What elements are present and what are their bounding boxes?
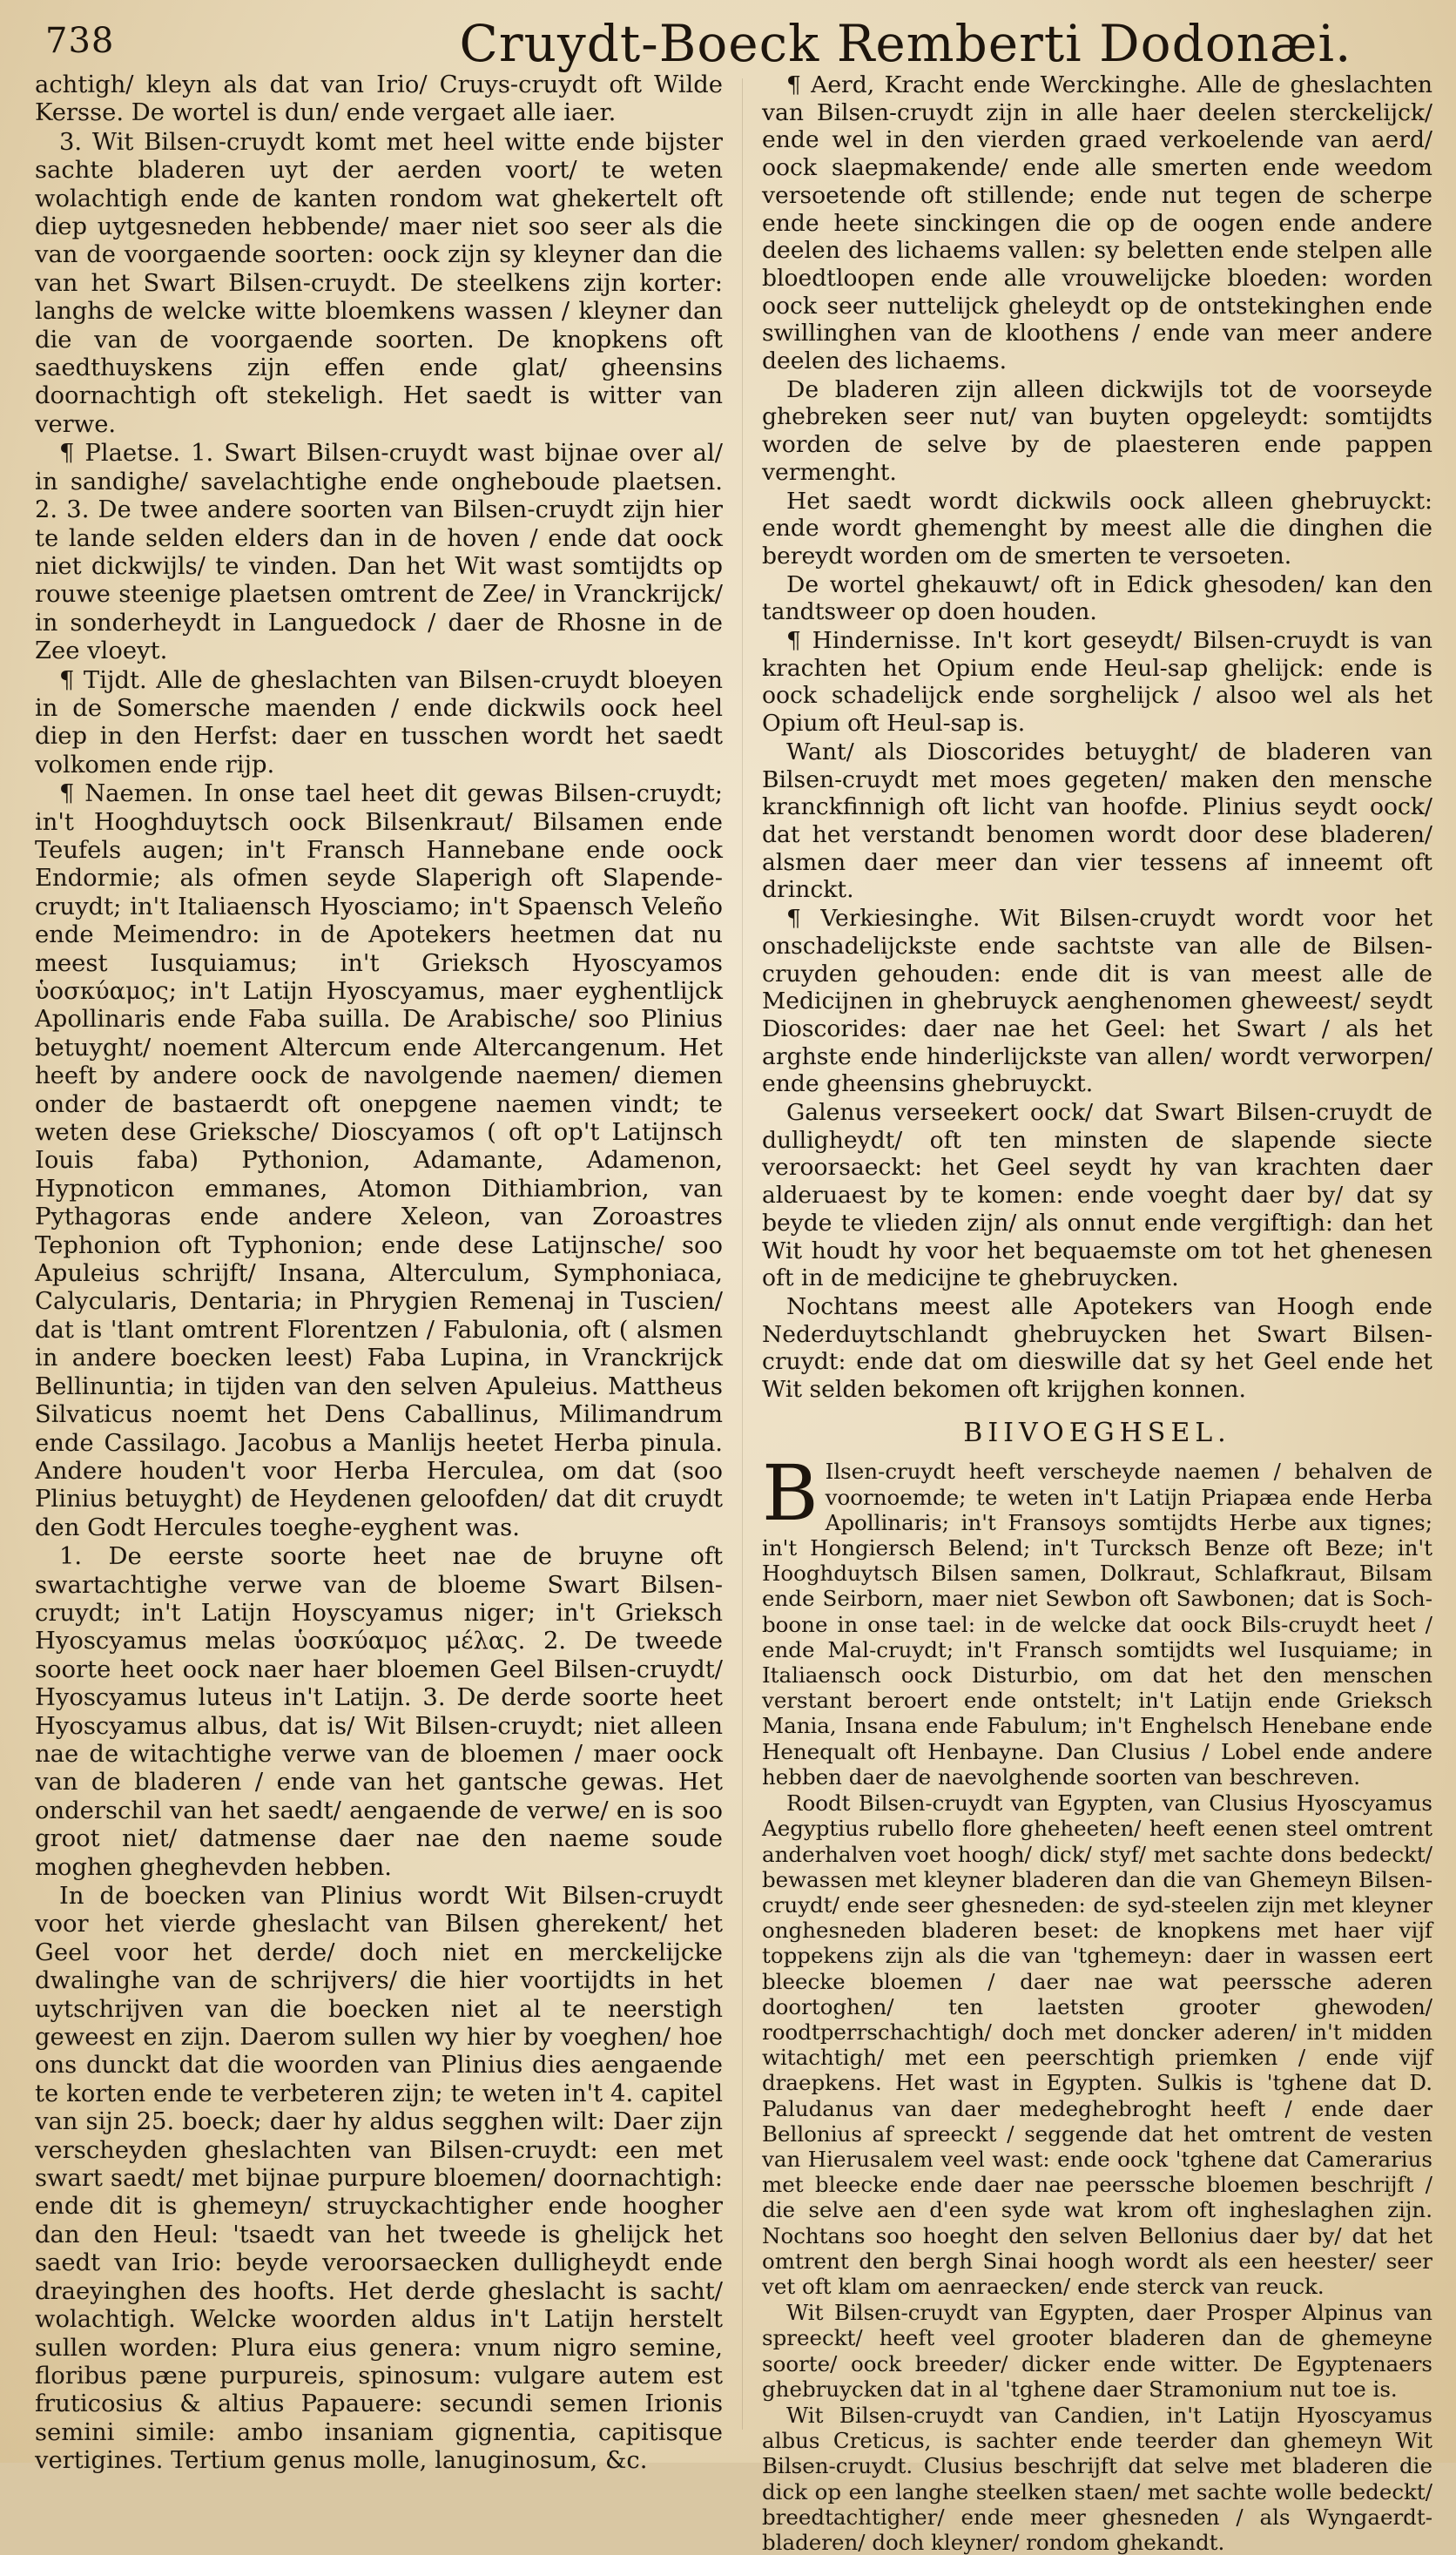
paragraph-text: Ilsen-cruydt heeft verscheyde naemen / behalven de voornoemde; te weten in't Latijn Priapæa ende Herba Apollinaris; in't Fransoys somtijdts Herbe aux tignes; in't Hongiersch Belend; in't Turcksch Benze oft Beze; in't Hooghduytsch Bilsen samen, Dolkraut, Schlafkraut, Bilsam ende Seirborn, maer niet Sewbon oft Sawbonen; dat is Soch-boone in onse tael: in de welcke dat oock Bils-cruydt heet / ende Mal-cruydt; in't Fransch somtijdts wel Iusquiame; in Italiaensch oock Disturbio, om dat het den menschen verstant beroert ende ontstelt; in't Latijn ende Grieksch Mania, Insana ende Fabulum; in't Enghelsch Henebane ende Henequalt oft Henbayne. Dan Clusius / Lobel ende andere hebben daer de naevolghende soorten van beschreven.	[762, 1459, 1432, 1790]
paragraph: Roodt Bilsen-cruydt van Egypten, van Clusius Hyoscyamus Aegyptius rubello flore gheheeten/ heeft eenen steel omtrent anderhalven voet hoogh/ dick/ styf/ met sachte dons bedeckt/ bewassen met kleyner bladeren dan die van Ghemeyn Bilsen-cruydt/ ende seer ghesneden: de syd-steelen zijn met kleyner onghesneden bladeren beset: de knopkens met haer vijf toppekens zijn als die van 'tghemeyn: daer in wassen eert bleecke bloemen / daer nae wat peerssche aderen doortoghen/ ten laetsten grooter ghewoden/ roodtperrschachtigh/ doch met doncker aderen/ in't midden witachtigh/ met een peerschtigh priemken / ende vijf draepkens. Het wast in Egypten. Sulkis is 'tghene dat D. Paludanus van daer medeghebroght heeft / ende daer Bellonius af spreeckt / seggende dat het omtrent de vesten van Hierusalem veel wast: ende oock 'tghene dat Camerarius met bleecke ende daer nae peerssche bloemen beschrijft / die selve aen d'een syde wat krom oft ingheslaghen zijn. Nochtans soo hoeght den selven Bellonius daer by/ dat het omtrent den bergh Sinai hoogh wordt als een heester/ seer vet oft klam om aenraecken/ ende sterck van reuck.	[762, 1790, 1432, 2299]
paragraph: De wortel ghekauwt/ oft in Edick ghesoden/ kan den tandtsweer op doen houden.	[762, 570, 1432, 626]
paragraph: ¶ Plaetse. 1. Swart Bilsen-cruydt wast bijnae over al/ in sandighe/ savelachtighe ende ongheboude plaetsen. 2. 3. De twee andere soorten van Bilsen-cruydt zijn hier te lande selden elders dan in de hoven / ende dat oock niet dickwijls/ te vinden. Dan het Wit wast somtijdts op rouwe steenige plaetsen omtrent de Zee/ in Vranckrijck/ in sonderheydt in Languedock / daer de Rhosne in de Zee vloeyt.	[35, 440, 723, 665]
paragraph: De bladeren zijn alleen dickwijls tot de voorseyde ghebreken seer nut/ van buyten opgeleydt: somtijdts worden de selve by de plaesteren ende pappen vermenght.	[762, 375, 1432, 486]
paragraph: In de boecken van Plinius wordt Wit Bilsen-cruydt voor het vierde gheslacht van Bilsen gherekent/ het Geel voor het derde/ doch niet en merckelijcke dwalinghe van de schrijvers/ die hier voortijdts in het uytschrijven van die boecken niet al te neerstigh geweest en zijn. Daerom sullen wy hier by voeghen/ hoe ons dunckt dat die woorden van Plinius dies aengaende te korten ende te verbeteren zijn; te weten in't 4. capitel van sijn 25. boeck; daer hy aldus segghen wilt: Daer zijn verscheyden gheslachten van Bilsen-cruydt: een met swart saedt/ met bijnae purpure bloemen/ doornachtigh: ende dit is ghemeyn/ struyckachtigher ende hoogher dan den Heul: 'tsaedt van het tweede is ghelijck het saedt van Irio: beyde veroorsaecken dulligheydt ende draeyinghen des hoofts. Het derde gheslacht is sacht/ wolachtigh. Welcke woorden aldus in't Latijn herstelt sullen worden: Plura eius genera: vnum nigro semine, floribus pæne purpureis, spinosum: vulgare autem est fruticosius & altius Papauere: secundi semen Irionis semini simile: ambo insaniam gignentia, capitisque vertigines. Tertium genus molle, lanuginosum, &c.	[35, 1883, 723, 2475]
column-gutter	[742, 78, 743, 2430]
running-title: Cruydt-Boeck Remberti Dodonæi.	[459, 14, 1352, 73]
drop-cap: B	[762, 1448, 819, 1539]
paragraph: achtigh/ kleyn als dat van Irio/ Cruys-cruydt oft Wilde Kersse. De wortel is dun/ ende vergaet alle iaer.	[35, 71, 723, 127]
section-heading: BIIVOEGHSEL.	[963, 1417, 1231, 1448]
paragraph: Galenus verseekert oock/ dat Swart Bilsen-cruydt de dulligheydt/ oft ten minsten de slapende siecte veroorsaeckt: het Geel seydt hy van krachten daer alderuaest by te komen: ende voeght daer by/ dat sy beyde te vlieden zijn/ als onnut ende vergiftigh: dan het Wit houdt hy voor het bequaemste om tot het ghenesen oft in de medicijne te ghebruycken.	[762, 1099, 1432, 1292]
paragraph: 3. Wit Bilsen-cruydt komt met heel witte ende bijster sachte bladeren uyt der aerden voort/ te weten wolachtigh ende de kanten rondom wat ghekertelt oft diep uytgesneden hebbende/ maer niet soo seer als die van de voorgaende soorten: oock zijn sy kleyner dan die van het Swart Bilsen-cruydt. De steelkens zijn korter: langhs de welcke witte bloemkens wassen / kleyner dan die van de voorgaende soorten. De knopkens oft saedthuyskens zijn effen ende glat/ gheensins doornachtigh oft stekeligh. Het saedt is witter van verwe.	[35, 128, 723, 438]
paragraph: Want/ als Dioscorides betuyght/ de bladeren van Bilsen-cruydt met moes gegeten/ maken den mensche kranckfinnigh oft licht van hoofde. Plinius seydt oock/ dat het verstandt benomen wordt door dese bladeren/ alsmen daer meer dan vier tessens af inneemt oft drinckt.	[762, 738, 1432, 904]
paragraph: ¶ Verkiesinghe. Wit Bilsen-cruydt wordt voor het onschadelijckste ende sachtste van alle de Bilsen-cruyden gehouden: ende dit is van meest alle de Medicijnen in ghebruyck aenghenomen gheweest/ seydt Dioscorides: daer nae het Geel: het Swart / als het arghste ende hinderlijckste van allen/ wordt verworpen/ ende gheensins ghebruyckt.	[762, 905, 1432, 1098]
supplement-section	[762, 1448, 1432, 2555]
paragraph: Het saedt wordt dickwils oock alleen ghebruyckt: ende wordt ghemenght by meest alle die dinghen die bereydt worden om de smerten te versoeten.	[762, 487, 1432, 570]
right-column	[762, 71, 1432, 2555]
paragraph: 1. De eerste soorte heet nae de bruyne oft swartachtighe verwe van de bloeme Swart Bilsen-cruydt; in't Latijn Hoyscyamus niger; in't Grieksch Hyoscyamus melas ὑοσκύαμος μέλας. 2. De tweede soorte heet oock naer haer bloemen Geel Bilsen-cruydt/ Hyoscyamus luteus in't Latijn. 3. De derde soorte heet Hyoscyamus albus, dat is/ Wit Bilsen-cruydt; niet alleen nae de witachtighe verwe van de bloemen / maer oock van de bladeren / ende van het gantsche gewas. Het onderschil van het saedt/ aengaende de verwe/ en is soo groot niet/ datmense daer nae den naeme soude moghen gheghevden hebben.	[35, 1543, 723, 1881]
paragraph: ¶ Naemen. In onse tael heet dit gewas Bilsen-cruydt; in't Hooghduytsch oock Bilsenkraut/ Bilsamen ende Teufels augen; in't Fransch Hannebane ende oock Endormie; als ofmen seyde Slaperigh oft Slapende-cruydt; in't Italiaensch Hyosciamo; in't Spaensch Veleño ende Meimendro: in de Apotekers heetmen dat nu meest Iusquiamus; in't Grieksch Hyoscyamos ὑοσκύαμος; in't Latijn Hyoscyamus, maer eyghentlijck Apollinaris ende Faba suilla. De Arabische/ soo Plinius betuyght/ noement Altercum ende Altercangenum. Het heeft by andere oock de navolgende naemen/ diemen onder de bastaerdt oft onepgene naemen vindt; te weten dese Grieksche/ Dioscyamos ( oft op't Latijnsch Iouis faba) Pythonion, Adamante, Adamenon, Hypnoticon emmanes, Atomon Dithiambrion, van Pythagoras ende andere Xeleon, van Zoroastres Tephonion oft Typhonion; ende dese Latijnsche/ soo Apuleius schrijft/ Insana, Alterculum, Symphoniaca, Calycularis, Dentaria; in Phrygien Remenaj in Tuscien/ dat is 'tlant omtrent Florentzen / Fabulonia, oft ( alsmen in andere boecken leest) Faba Lupina, in Vranckrijck Bellinuntia; in tijden van den selven Apuleius. Mattheus Silvaticus noemt het Dens Caballinus, Milimandrum ende Cassilago. Jacobus a Manlijs heetet Herba pinula. Andere houden't voor Herba Herculea, om dat (soo Plinius betuyght) de Heydenen geloofden/ dat dit cruydt den Godt Hercules toeghe-eyghent was.	[35, 780, 723, 1541]
paragraph: ¶ Aerd, Kracht ende Werckinghe. Alle de gheslachten van Bilsen-cruydt zijn in alle haer deelen sterckelijck/ ende wel in den vierden graed verkoelende van aerd/ oock slaepmakende/ ende alle smerten ende weedom versoetende oft stillende; ende nut tegen de scherpe ende heete sinckingen die op de oogen ende andere deelen des lichaems vallen: sy beletten ende stelpen alle bloedtloopen ende alle vrouwelijcke bloeden: worden oock seer nuttelijck gheleydt op de ontstekinghen ende swillinghen van de kloothens / ende van meer andere deelen des lichaems.	[762, 71, 1432, 375]
paragraph	[762, 1448, 1432, 1790]
paragraph: Wit Bilsen-cruydt van Egypten, daer Prosper Alpinus van spreeckt/ heeft veel grooter bladeren dan de ghemeyne soorte/ oock breeder/ dicker ende witter. De Egyptenaers ghebruycken dat in al 'tghene daer Stramonium nut toe is.	[762, 2300, 1432, 2402]
paragraph: Wit Bilsen-cruydt van Candien, in't Latijn Hyoscyamus albus Creticus, is sachter ende teerder dan ghemeyn Wit Bilsen-cruydt. Clusius beschrijft dat selve met bladeren die dick op een langhe steelken staen/ met sachte wolle bedeckt/ breedtachtigher/ ende meer ghesneden / als Wyngaerdt-bladeren/ doch kleyner/ rondom ghekandt.	[762, 2402, 1432, 2555]
left-column	[35, 71, 723, 2475]
paragraph: ¶ Hindernisse. In't kort geseydt/ Bilsen-cruydt is van krachten het Opium ende Heul-sap ghelijck: ende is oock schadelijck ende sorghelijck / alsoo wel als het Opium oft Heul-sap is.	[762, 627, 1432, 738]
page-header	[35, 9, 1428, 73]
paragraph: Nochtans meest alle Apotekers van Hoogh ende Nederduytschlandt ghebruycken het Swart Bilsen-cruydt: ende dat om dieswille dat sy het Geel ende het Wit selden bekomen oft krijghen konnen.	[762, 1292, 1432, 1404]
page-number: 738	[45, 21, 115, 61]
paragraph: ¶ Tijdt. Alle de gheslachten van Bilsen-cruydt bloeyen in de Somersche maenden / ende dickwils oock heel diep in den Herfst: daer en tusschen wordt het saedt volkomen ende rijp.	[35, 666, 723, 779]
